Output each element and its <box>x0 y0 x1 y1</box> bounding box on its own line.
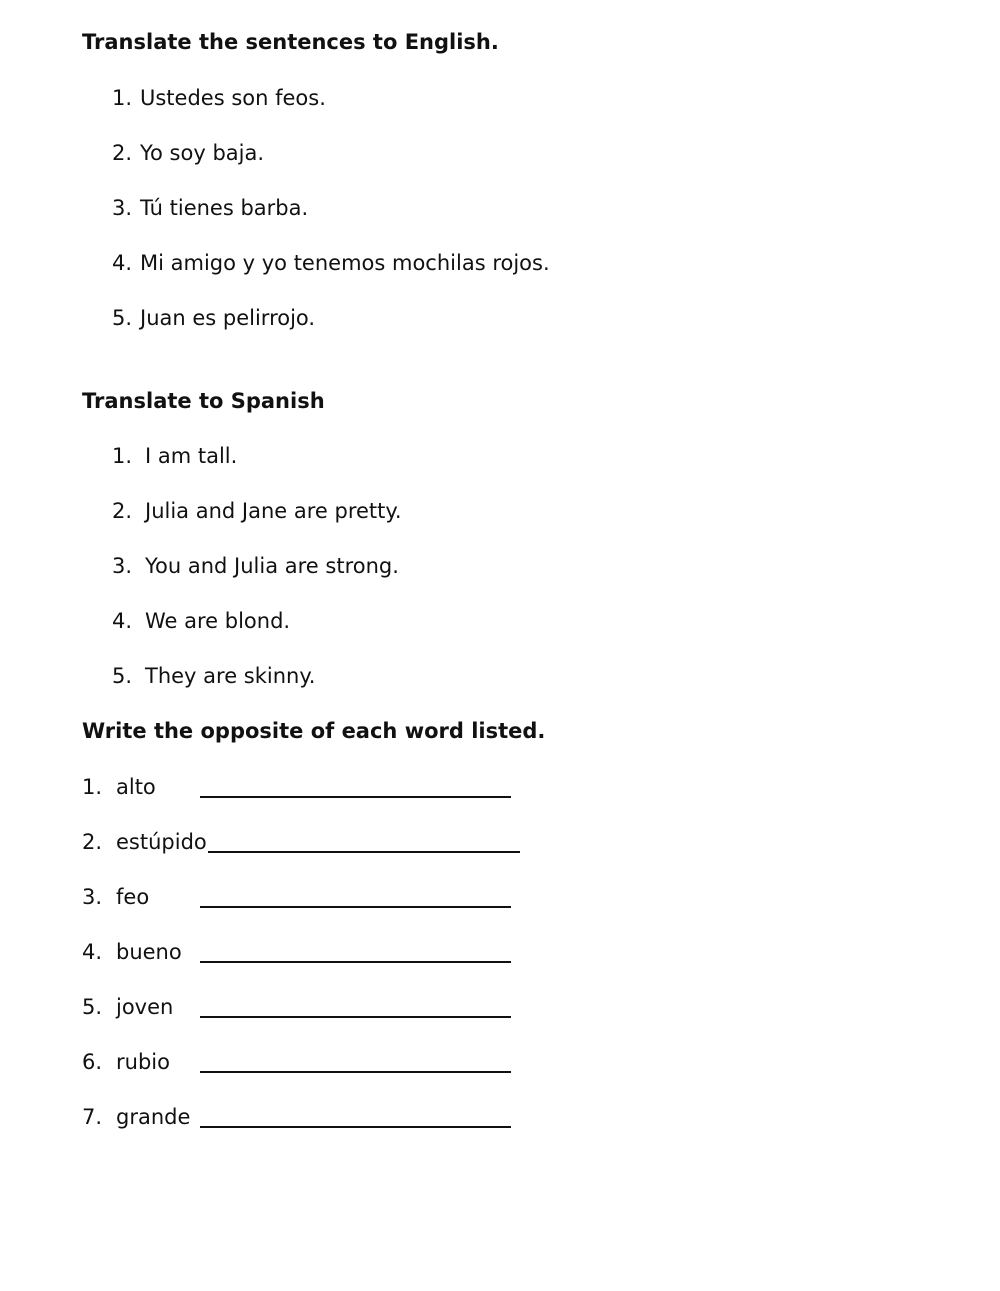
list-item <box>112 609 290 633</box>
section-heading-translate-spanish: Translate to Spanish <box>82 389 325 413</box>
item-number: 3. <box>112 196 133 220</box>
item-number: 2. <box>112 499 133 523</box>
item-word: joven <box>116 995 174 1019</box>
item-text: Julia and Jane are pretty. <box>145 499 402 523</box>
item-number: 4. <box>112 251 133 275</box>
item-number: 3. <box>82 885 103 909</box>
item-word: rubio <box>116 1050 170 1074</box>
list-item <box>112 554 399 578</box>
item-word: alto <box>116 775 156 799</box>
item-text: I am tall. <box>145 444 238 468</box>
item-text: We are blond. <box>145 609 291 633</box>
list-item <box>82 1105 190 1129</box>
list-item <box>112 251 550 275</box>
section-heading-opposites: Write the opposite of each word listed. <box>82 719 546 743</box>
item-number: 4. <box>112 609 133 633</box>
item-text: Tú tienes barba. <box>140 196 309 220</box>
item-text: Juan es pelirrojo. <box>140 306 316 330</box>
item-word: estúpido <box>116 830 207 854</box>
item-number: 1. <box>112 444 133 468</box>
item-number: 2. <box>112 141 133 165</box>
list-item <box>112 499 402 523</box>
item-text: They are skinny. <box>145 664 316 688</box>
answer-blank[interactable] <box>200 906 511 908</box>
list-item <box>112 664 315 688</box>
item-number: 7. <box>82 1105 103 1129</box>
list-item <box>82 995 173 1019</box>
list-item <box>82 1050 170 1074</box>
answer-blank[interactable] <box>208 851 520 853</box>
item-number: 5. <box>112 664 133 688</box>
item-word: feo <box>116 885 150 909</box>
item-text: Mi amigo y yo tenemos mochilas rojos. <box>140 251 550 275</box>
list-item <box>82 775 156 799</box>
item-number: 6. <box>82 1050 103 1074</box>
item-number: 3. <box>112 554 133 578</box>
list-item <box>112 306 315 330</box>
list-item <box>112 444 237 468</box>
answer-blank[interactable] <box>200 796 511 798</box>
item-number: 1. <box>82 775 103 799</box>
item-number: 5. <box>112 306 133 330</box>
list-item <box>82 885 149 909</box>
item-number: 5. <box>82 995 103 1019</box>
item-text: You and Julia are strong. <box>145 554 399 578</box>
item-text: Yo soy baja. <box>140 141 265 165</box>
item-number: 2. <box>82 830 103 854</box>
item-number: 4. <box>82 940 103 964</box>
item-word: grande <box>116 1105 191 1129</box>
list-item <box>112 141 264 165</box>
answer-blank[interactable] <box>200 1126 511 1128</box>
list-item <box>112 86 326 110</box>
item-number: 1. <box>112 86 133 110</box>
item-text: Ustedes son feos. <box>140 86 326 110</box>
list-item <box>82 940 182 964</box>
list-item <box>82 830 207 854</box>
answer-blank[interactable] <box>200 1071 511 1073</box>
answer-blank[interactable] <box>200 961 511 963</box>
section-heading-translate-english: Translate the sentences to English. <box>82 30 499 54</box>
answer-blank[interactable] <box>200 1016 511 1018</box>
item-word: bueno <box>116 940 182 964</box>
list-item <box>112 196 308 220</box>
